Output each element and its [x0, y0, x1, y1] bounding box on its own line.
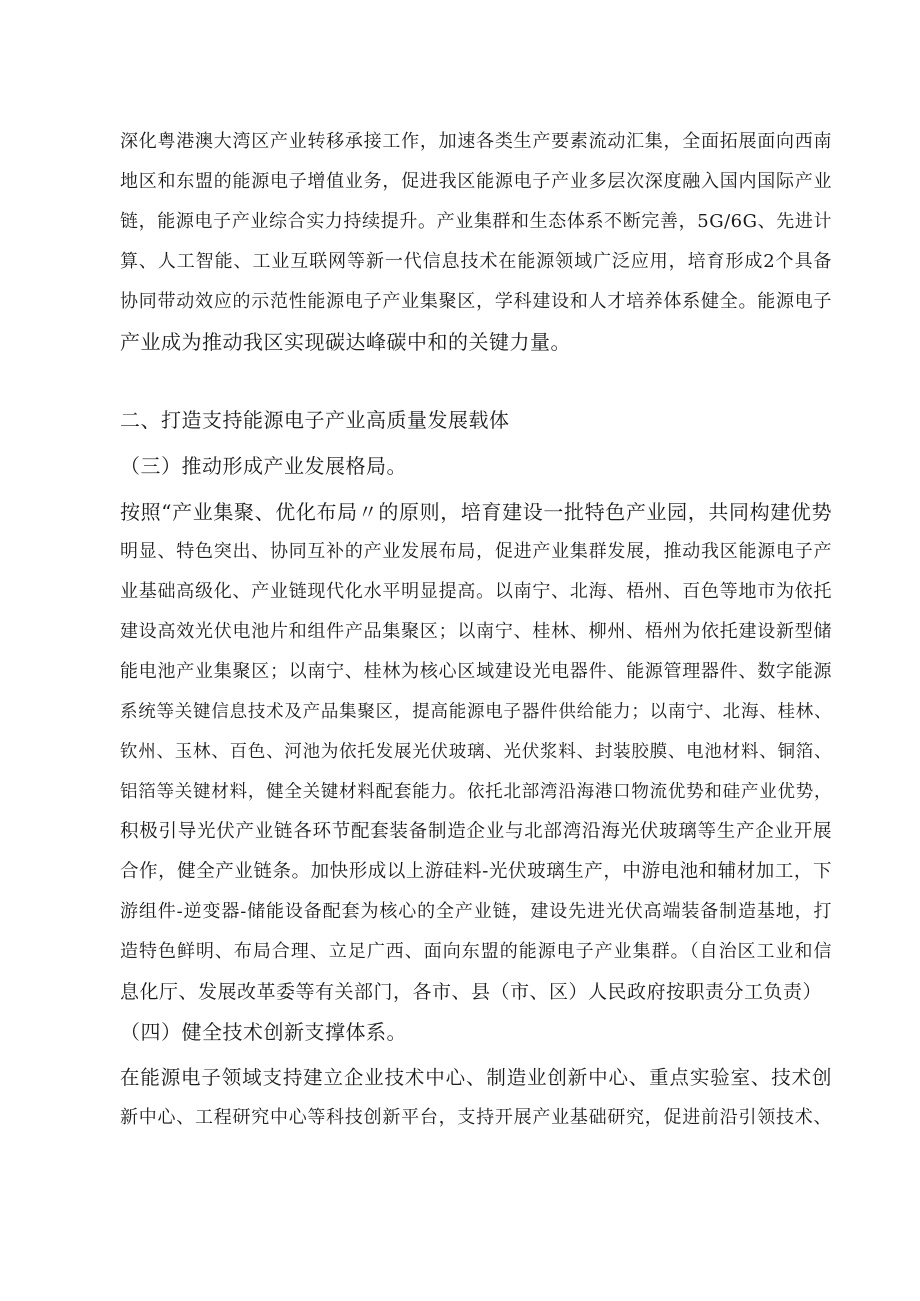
- text-line: 钦州、玉林、百色、河池为依托发展光伏玻璃、光伏浆料、封装胶膜、电池材料、铜箔、: [120, 742, 832, 762]
- section-heading: 二、打造支持能源电子产业高质量发展载体: [120, 408, 510, 432]
- text-line: 按照“产业集聚、优化布局〃的原则，培育建设一批特色产业园，共同构建优势: [120, 500, 832, 524]
- text-line: 链，能源电子产业综合实力持续提升。产业集群和生态体系不断完善，5G/6G、先进计: [120, 211, 832, 232]
- text-line: 新中心、工程研究中心等科技创新平台，支持开展产业基础研究，促进前沿引领技术、: [120, 1107, 832, 1128]
- text-line: 协同带动效应的示范性能源电子产业集聚区，学科建设和人才培养体系健全。能源电子: [120, 291, 832, 312]
- text-line: 产业成为推动我区实现碳达峰碳中和的关键力量。: [120, 330, 571, 354]
- text-line: 息化厅、发展改革委等有关部门，各市、县（市、区）人民政府按职责分工负责）: [120, 981, 823, 1003]
- text-line: 算、人工智能、工业互联网等新一代信息技术在能源领域广泛应用，培育形成2个具备: [120, 251, 832, 272]
- text-line: 在能源电子领域支持建立企业技术中心、制造业创新中心、重点实验室、技术创: [120, 1066, 832, 1089]
- subsection-heading: （四）健全技术创新支撑体系。: [120, 1020, 407, 1044]
- text-line: 系统等关键信息技术及产品集聚区，提高能源电子器件供给能力；以南宁、北海、桂林、: [120, 702, 832, 722]
- text-line: 地区和东盟的能源电子增值业务，促进我区能源电子产业多层次深度融入国内国际产业: [120, 171, 832, 192]
- subsection-heading: （三）推动形成产业发展格局。: [120, 454, 407, 478]
- text-line: 能电池产业集聚区；以南宁、桂林为核心区域建设光电器件、能源管理器件、数字能源: [120, 661, 832, 682]
- text-line: 积极引导光伏产业链各环节配套装备制造企业与北部湾沿海光伏玻璃等生产企业开展: [120, 821, 832, 842]
- text-line: 明显、特色突出、协同互补的产业发展布局，促进产业集群发展，推动我区能源电子产: [120, 541, 832, 562]
- text-line: 造特色鲜明、布局合理、立足广西、面向东盟的能源电子产业集群。（自治区工业和信: [120, 941, 832, 962]
- paragraph-industry-layout: [120, 492, 832, 1012]
- text-line: 合作，健全产业链条。加快形成以上游硅料-光伏玻璃生产，中游电池和辅材加工，下: [120, 861, 832, 882]
- text-line: 游组件-逆变器-储能设备配套为核心的全产业链，建设先进光伏高端装备制造基地，打: [120, 901, 832, 922]
- text-line: 建设高效光伏电池片和组件产品集聚区；以南宁、桂林、柳州、梧州为依托建设新型储: [120, 621, 832, 642]
- paragraph-development-goals: [120, 122, 832, 362]
- text-line: 深化粤港澳大湾区产业转移承接工作，加速各类生产要素流动汇集，全面拓展面向西南: [120, 131, 832, 152]
- text-line: 业基础高级化、产业链现代化水平明显提高。以南宁、北海、梧州、百色等地市为依托: [120, 581, 832, 602]
- text-line: 铝箔等关键材料，健全关键材料配套能力。依托北部湾沿海港口物流优势和硅产业优势，: [120, 782, 832, 802]
- paragraph-tech-innovation: [120, 1058, 832, 1138]
